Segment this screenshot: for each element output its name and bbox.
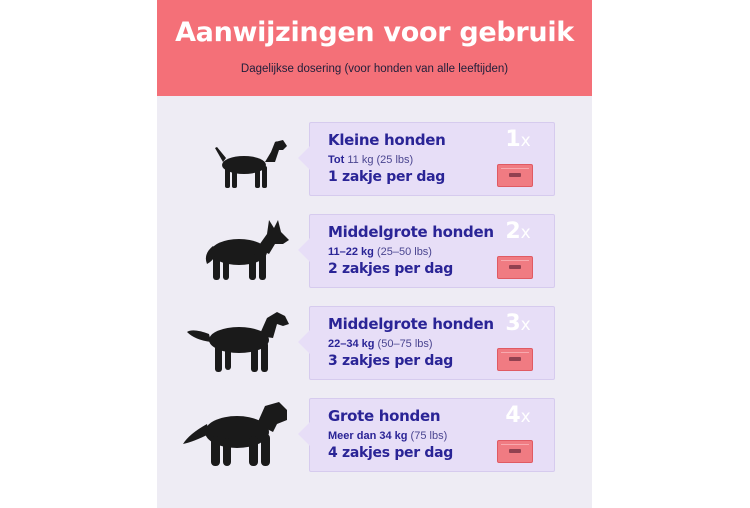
dog-size-label: Kleine honden bbox=[328, 131, 446, 149]
multiplier-x: x bbox=[520, 407, 531, 427]
weight-range bbox=[328, 430, 447, 442]
dog-size-label: Middelgrote honden bbox=[328, 315, 494, 333]
multiplier-number: 2 bbox=[505, 219, 521, 244]
dosage-row-large bbox=[157, 398, 592, 472]
sachet-logo-icon bbox=[509, 357, 521, 361]
sachet-icon bbox=[497, 348, 533, 371]
dose-label: 2 zakjes per dag bbox=[328, 261, 454, 277]
weight-range-plain: (75 lbs) bbox=[410, 430, 448, 442]
multiplier-x: x bbox=[520, 223, 531, 243]
sachet-icon bbox=[497, 164, 533, 187]
multiplier-number: 3 bbox=[505, 311, 521, 336]
sachet-logo-icon bbox=[509, 449, 521, 453]
bubble-pointer bbox=[298, 330, 310, 354]
multiplier-label bbox=[496, 219, 540, 244]
dosage-row-medium-2 bbox=[157, 306, 592, 380]
weight-range-bold: Tot bbox=[328, 154, 345, 166]
weight-range-bold: 11–22 kg bbox=[328, 246, 374, 258]
dose-label: 3 zakjes per dag bbox=[328, 353, 454, 369]
dose-label: 1 zakje per dag bbox=[328, 169, 445, 185]
weight-range bbox=[328, 154, 413, 166]
dosage-bubble bbox=[309, 398, 555, 472]
weight-range-bold: Meer dan 34 kg bbox=[328, 430, 408, 442]
sachet-logo-icon bbox=[509, 173, 521, 177]
page-title: Aanwijzingen voor gebruik bbox=[175, 17, 574, 48]
dosage-row-small bbox=[157, 122, 592, 196]
multiplier-label bbox=[496, 127, 540, 152]
multiplier-x: x bbox=[520, 315, 531, 335]
bubble-pointer bbox=[298, 146, 310, 170]
bubble-pointer bbox=[298, 422, 310, 446]
multiplier-x: x bbox=[520, 131, 531, 151]
weight-range-plain: (50–75 lbs) bbox=[377, 338, 433, 350]
weight-range-plain: (25–50 lbs) bbox=[376, 246, 432, 258]
dosage-card bbox=[157, 0, 592, 508]
bubble-pointer bbox=[298, 238, 310, 262]
header-banner bbox=[157, 0, 592, 96]
multiplier-number: 1 bbox=[505, 127, 521, 152]
dog-size-label: Grote honden bbox=[328, 407, 441, 425]
dosage-bubble bbox=[309, 306, 555, 380]
multiplier-label bbox=[496, 311, 540, 336]
sachet-logo-icon bbox=[509, 265, 521, 269]
dosage-bubble bbox=[309, 122, 555, 196]
sachet-icon bbox=[497, 256, 533, 279]
weight-range bbox=[328, 338, 433, 350]
weight-range-bold: 22–34 kg bbox=[328, 338, 375, 350]
dog-size-label: Middelgrote honden bbox=[328, 223, 494, 241]
weight-range-plain: 11 kg (25 lbs) bbox=[347, 154, 414, 166]
page-subtitle: Dagelijkse dosering (voor honden van alle leeftijden) bbox=[240, 63, 509, 75]
husky-silhouette-icon bbox=[179, 214, 289, 288]
multiplier-label bbox=[496, 403, 540, 428]
weight-range bbox=[328, 246, 432, 258]
dosage-bubble bbox=[309, 214, 555, 288]
beagle-silhouette-icon bbox=[179, 122, 289, 196]
dosage-row-medium-1 bbox=[157, 214, 592, 288]
bernard-silhouette-icon bbox=[179, 398, 289, 472]
multiplier-number: 4 bbox=[505, 403, 521, 428]
dose-label: 4 zakjes per dag bbox=[328, 445, 454, 461]
retriever-silhouette-icon bbox=[179, 306, 289, 380]
sachet-icon bbox=[497, 440, 533, 463]
